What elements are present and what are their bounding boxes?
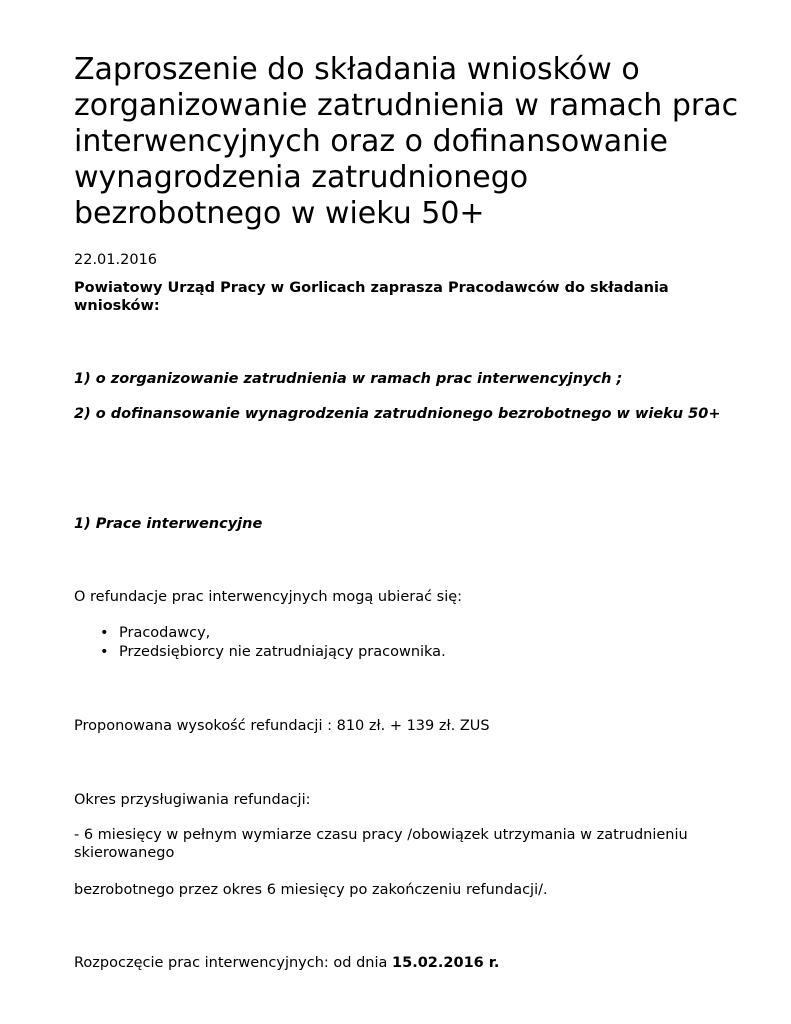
list-item xyxy=(74,643,446,662)
start-date-label: Rozpoczęcie prac interwencyjnych: od dnia xyxy=(74,955,393,971)
application-item-2: 2) o dofinansowanie wynagrodzenia zatrudnionego bezrobotnego w wieku 50+ xyxy=(74,406,721,422)
publication-date: 22.01.2016 xyxy=(74,252,158,268)
eligible-list xyxy=(74,624,446,662)
list-item xyxy=(74,624,446,643)
refund-amount: Proponowana wysokość refundacji : 810 zł. + 139 zł. ZUS xyxy=(74,718,490,734)
refund-period-line-1: - 6 miesięcy w pełnym wymiarze czasu pracy /obowiązek utrzymania w zatrudnieniu skierowanego xyxy=(74,827,688,861)
intro-paragraph: Powiatowy Urząd Pracy w Gorlicach zaprasza Pracodawców do składania wniosków: xyxy=(74,280,669,314)
list-item-text: Pracodawcy, xyxy=(119,625,211,641)
document-page xyxy=(74,52,744,971)
section-heading-prace-interwencyjne: 1) Prace interwencyjne xyxy=(74,516,263,532)
eligible-intro: O refundacje prac interwencyjnych mogą ubierać się: xyxy=(74,589,463,605)
document-title: Zaproszenie do składania wniosków o zorganizowanie zatrudnienia w ramach prac interwencyjnych oraz o dofinansowanie wynagrodzenia zatrudnionego bezrobotnego w wieku 50+ xyxy=(74,52,739,231)
start-date-value: 15.02.2016 r. xyxy=(392,955,500,971)
bullet-icon: • xyxy=(100,644,109,660)
list-item-text: Przedsiębiorcy nie zatrudniający pracownika. xyxy=(119,644,446,660)
start-date-paragraph xyxy=(74,954,744,972)
bullet-icon: • xyxy=(100,625,109,641)
refund-period-label: Okres przysługiwania refundacji: xyxy=(74,792,311,808)
refund-period-line-2: bezrobotnego przez okres 6 miesięcy po zakończeniu refundacji/. xyxy=(74,882,548,898)
application-item-1: 1) o zorganizowanie zatrudnienia w ramach prac interwencyjnych ; xyxy=(74,371,623,387)
